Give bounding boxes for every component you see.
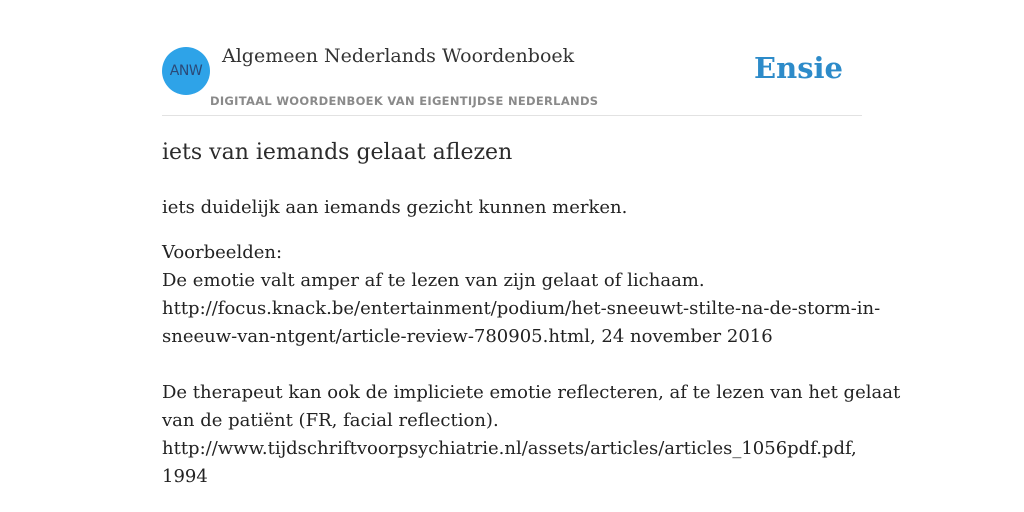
example-source-line: 1994 [162,466,208,487]
examples-section [162,239,901,512]
example-source-line: http://focus.knack.be/entertainment/podium/het-sneeuwt-stilte-na-de-storm-in- [162,298,881,319]
site-title[interactable]: Algemeen Nederlands Woordenboek [222,45,575,67]
example-item [162,267,881,351]
dictionary-card [162,0,901,512]
example-source-line: sneeuw-van-ntgent/article-review-780905.html, 24 november 2016 [162,326,773,347]
headword: iets van iemands gelaat aflezen [162,140,513,165]
example-item [162,379,901,491]
example-text: De emotie valt amper af te lezen van zijn gelaat of lichaam. [162,270,705,291]
example-text [162,379,901,435]
example-source-line: http://www.tijdschriftvoorpsychiatrie.nl/assets/articles/articles_1056pdf.pdf, [162,438,857,459]
examples-label: Voorbeelden: [162,242,283,263]
example-source [162,435,862,491]
site-subtitle: DIGITAAL WOORDENBOEK VAN EIGENTIJDSE NEDERLANDS [210,94,599,108]
anw-logo[interactable]: ANW [162,47,210,95]
ensie-brand-logo[interactable]: Ensie [754,51,843,85]
site-header [162,0,862,116]
example-text-line: van de patiënt (FR, facial reflection). [162,410,499,431]
definition: iets duidelijk aan iemands gezicht kunnen merken. [162,197,628,218]
example-source [162,295,881,351]
example-text-line: De therapeut kan ook de impliciete emotie reflecteren, af te lezen van het gelaat [162,382,901,403]
